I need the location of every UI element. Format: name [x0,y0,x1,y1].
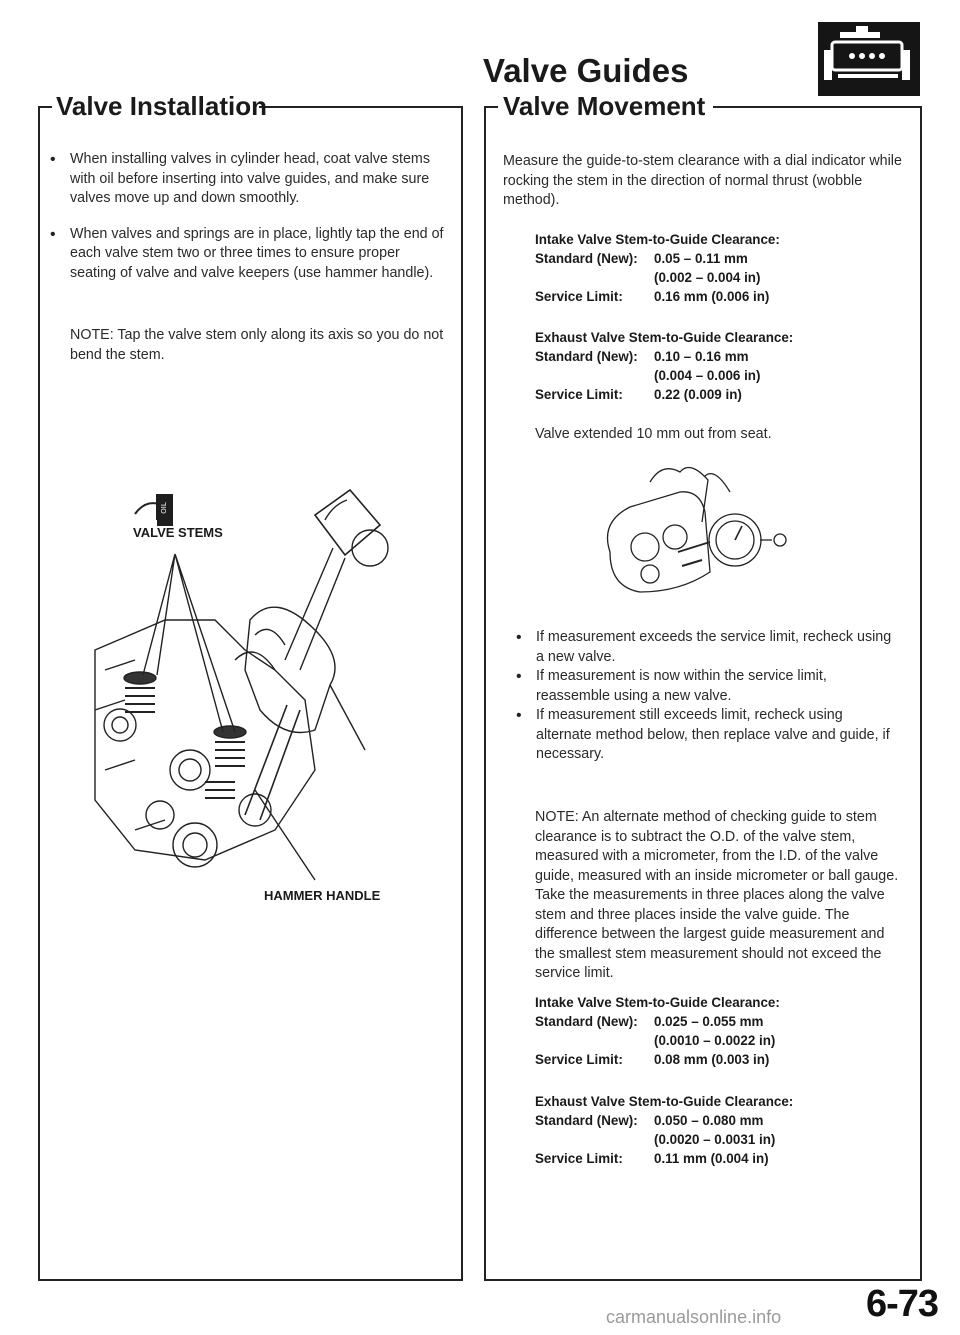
spec-value: (0.0020 – 0.0031 in) [654,1132,776,1147]
label-hammer-handle: HAMMER HANDLE [264,888,381,903]
spec-label: Standard (New): [535,1113,638,1128]
section-rule [713,106,920,108]
spec-heading: Exhaust Valve Stem-to-Guide Clearance: [535,1094,794,1109]
spec-value: 0.050 – 0.080 mm [654,1113,764,1128]
spec-label: Service Limit: [535,1151,623,1166]
list-item: • If measurement exceeds the service limit, recheck using a new valve. [512,628,900,667]
intake-spec-1 [535,230,895,306]
exhaust-spec-2 [535,1092,895,1168]
valve-movement-heading: Valve Movement [503,91,706,121]
section-rule [38,106,52,108]
installation-note: NOTE: Tap the valve stem only along its axis so you do not bend the stem. [70,327,444,363]
measurement-bullets [512,628,900,773]
exhaust-spec-1 [535,328,895,404]
engine-section-icon [818,22,920,96]
page-number: 6-73 [866,1283,939,1325]
spec-value: 0.11 mm (0.004 in) [654,1151,769,1166]
list-item: • When valves and springs are in place, lightly tap the end of each valve stem two or three times to ensure proper seating of valve and valve keepers (use hammer handle). [46,225,446,284]
spec-value: 0.22 (0.009 in) [654,387,742,402]
spec-label: Standard (New): [535,251,638,266]
page-title: Valve Guides [483,52,689,89]
section-rule [484,106,498,108]
valve-installation-heading: Valve Installation [56,91,267,121]
list-item: • When installing valves in cylinder head, coat valve stems with oil before inserting into valve guides, and make sure valves move up and down smoothly. [46,150,446,209]
oil-can-icon [156,492,186,522]
oil-label: OIL [160,502,168,514]
spec-value: 0.10 – 0.16 mm [654,349,749,364]
spec-value: (0.002 – 0.004 in) [654,270,761,285]
spec-label: Standard (New): [535,349,638,364]
extended-note: Valve extended 10 mm out from seat. [535,426,772,442]
label-valve-stems: VALVE STEMS [133,525,223,540]
spec-value: 0.025 – 0.055 mm [654,1014,764,1029]
spec-label: Service Limit: [535,387,623,402]
spec-value: (0.004 – 0.006 in) [654,368,761,383]
spec-label: Service Limit: [535,289,623,304]
spec-value: 0.16 mm (0.006 in) [654,289,770,304]
list-item: • If measurement still exceeds limit, recheck using alternate method below, then replace valve and guide, if necessary. [512,706,900,765]
alternate-method-note-2: Take the measurements in three places along the valve stem and three places inside the valve guide. The difference between the largest guide measurement and the smallest stem measurement should not exceed the service limit. [535,887,885,981]
spec-label: Standard (New): [535,1014,638,1029]
spec-value: 0.05 – 0.11 mm [654,251,748,266]
spec-value: 0.08 mm (0.003 in) [654,1052,770,1067]
spec-heading: Intake Valve Stem-to-Guide Clearance: [535,232,780,247]
measurement-intro: Measure the guide-to-stem clearance with a dial indicator while rocking the stem in the direction of normal thrust (wobble method). [503,153,902,208]
spec-value: (0.0010 – 0.0022 in) [654,1033,776,1048]
spec-heading: Intake Valve Stem-to-Guide Clearance: [535,995,780,1010]
watermark: carmanualsonline.info [606,1307,782,1327]
intake-spec-2 [535,993,895,1069]
list-item: • If measurement is now within the service limit, reassemble using a new valve. [512,667,900,706]
installation-bullets [46,150,446,291]
valve-installation-illustration [75,470,405,900]
alternate-method-note: NOTE: An alternate method of checking guide to stem clearance is to subtract the O.D. of the valve stem, measured with a micrometer, from the I.D. of the valve guide, measured with an inside micrometer or ball gauge. [535,809,899,884]
section-rule [259,106,461,108]
spec-label: Service Limit: [535,1052,623,1067]
spec-heading: Exhaust Valve Stem-to-Guide Clearance: [535,330,794,345]
dial-indicator-illustration [590,462,810,612]
